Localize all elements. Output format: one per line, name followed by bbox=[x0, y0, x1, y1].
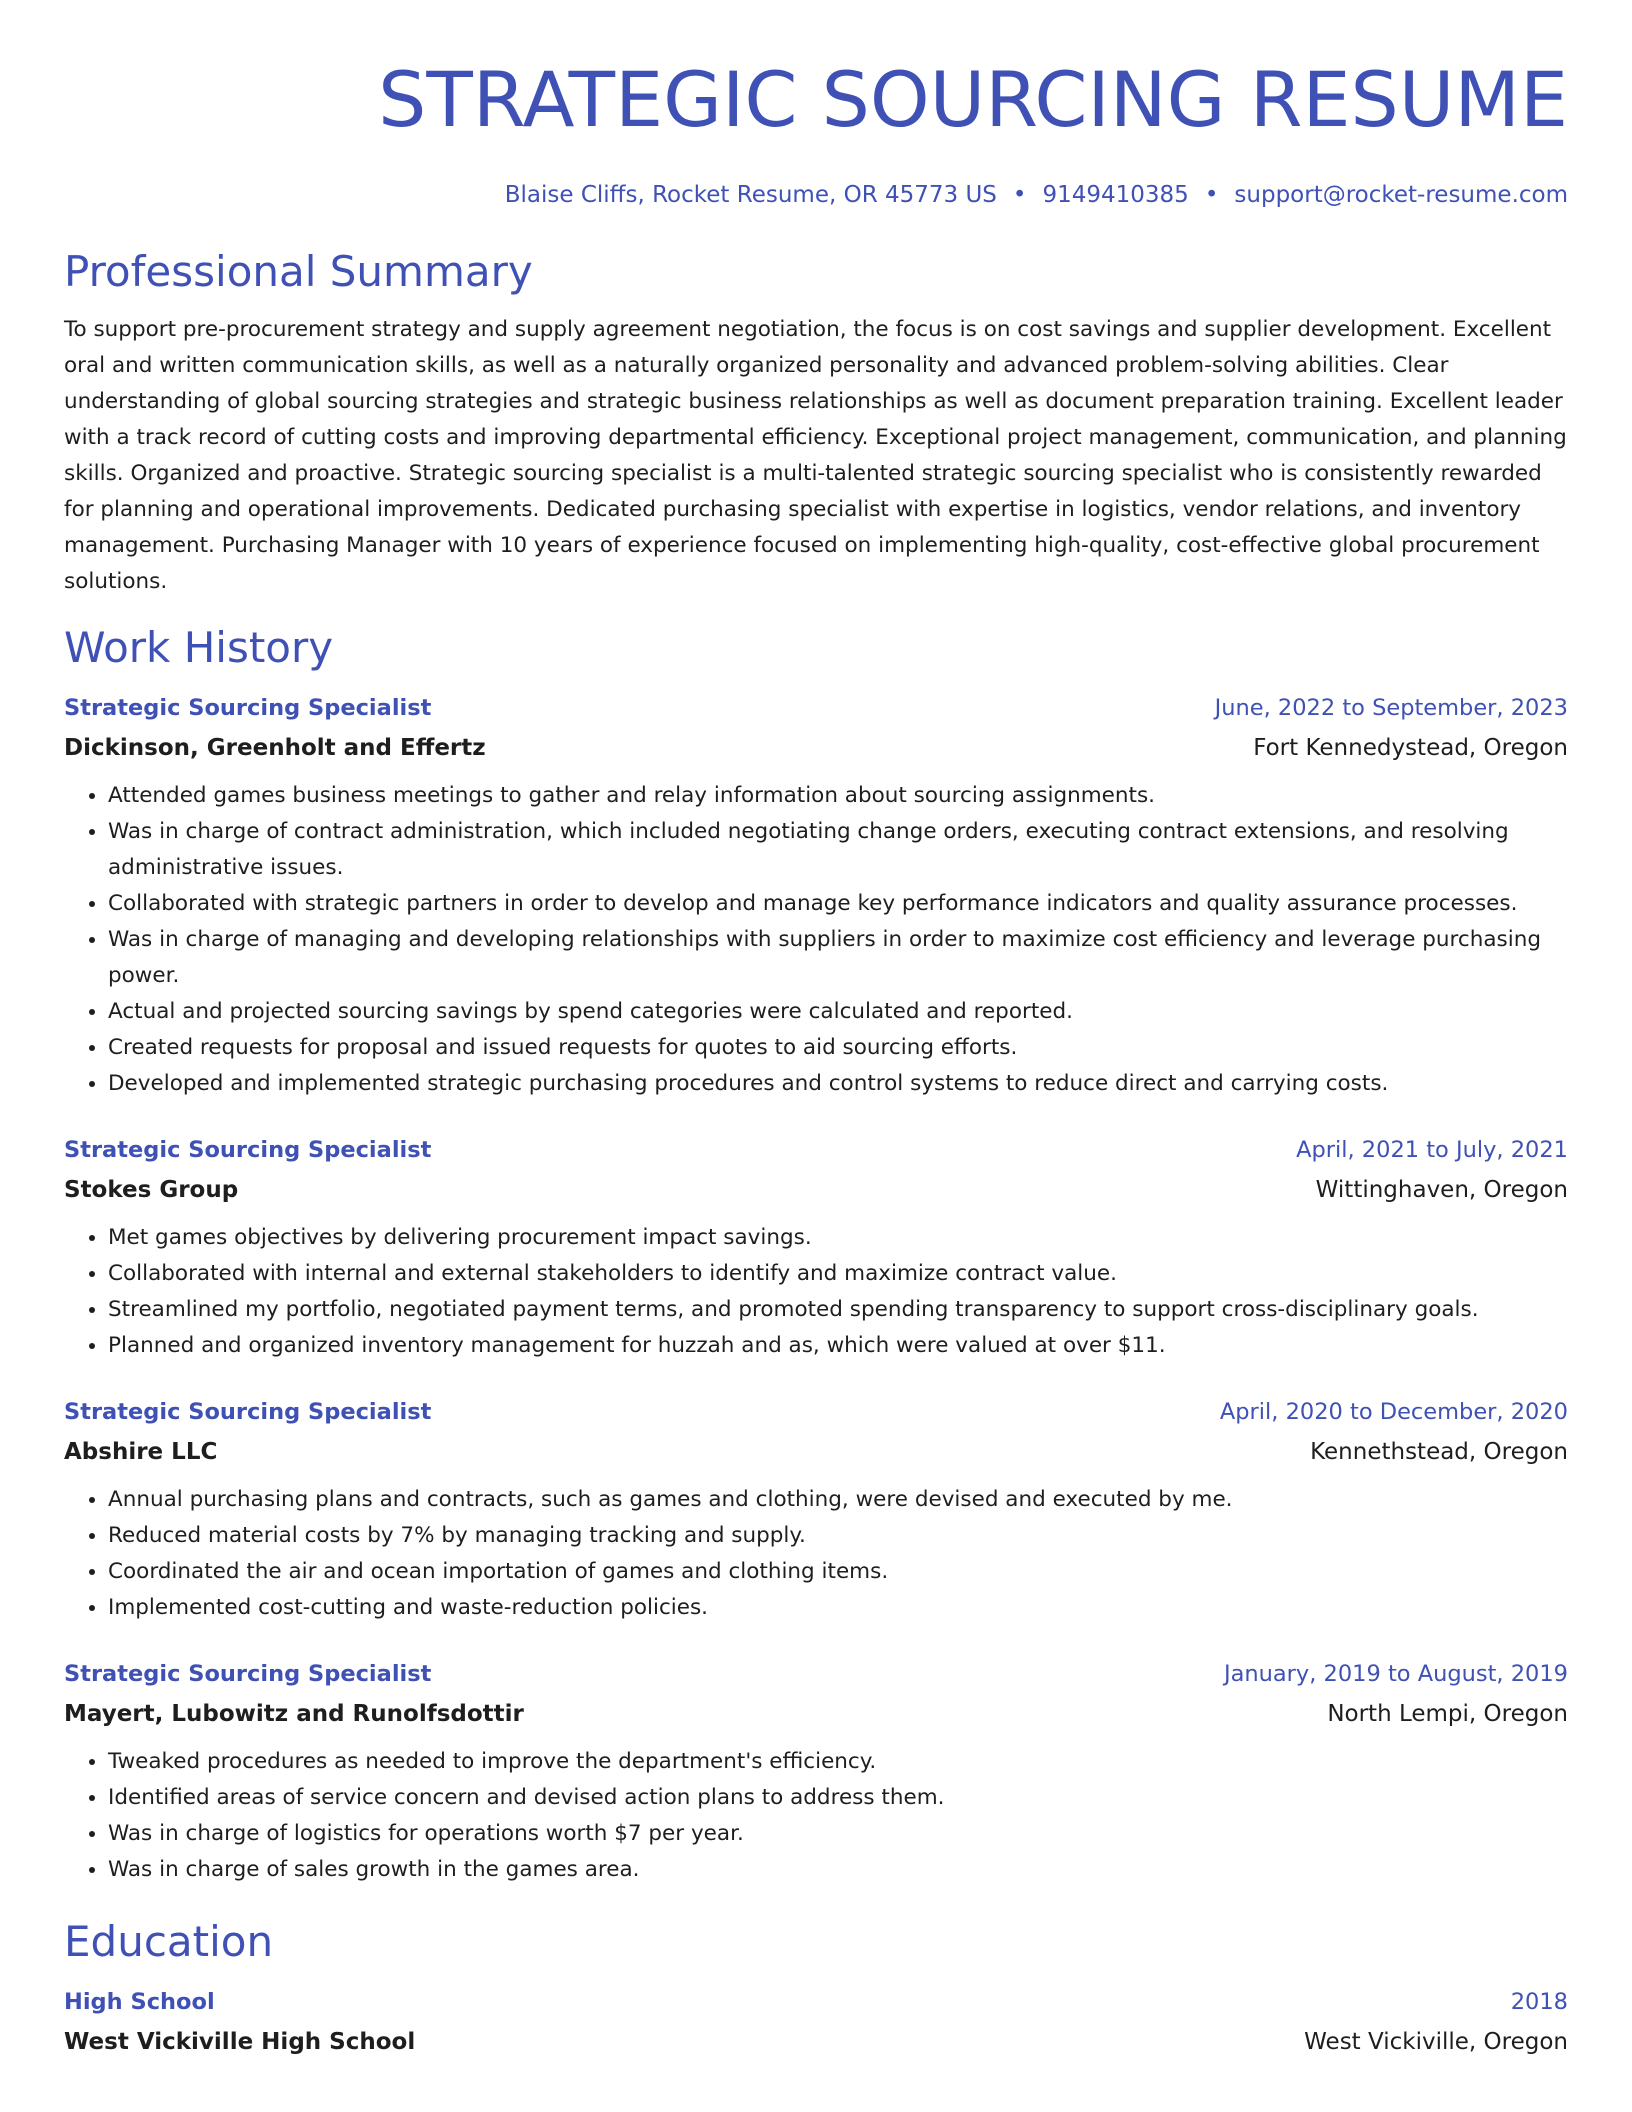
job-company-row bbox=[64, 1694, 1568, 1734]
job-header bbox=[64, 690, 1568, 726]
job-bullet: • Coordinated the air and ocean importation of games and clothing items. bbox=[108, 1554, 1568, 1590]
job-bullets bbox=[64, 1744, 1568, 1888]
education-year: 2018 bbox=[1510, 1989, 1568, 2015]
job-company: Mayert, Lubowitz and Runolfsdottir bbox=[64, 1701, 524, 1727]
job-entry bbox=[64, 1132, 1568, 1364]
job-bullet: • Planned and organized inventory management for huzzah and as, which were valued at over $11. bbox=[108, 1328, 1568, 1364]
job-header bbox=[64, 1656, 1568, 1692]
job-bullet: • Reduced material costs by 7% by managing tracking and supply. bbox=[108, 1518, 1568, 1554]
job-dates: April, 2020 to December, 2020 bbox=[1219, 1399, 1568, 1425]
contact-address: Blaise Cliffs, Rocket Resume, OR 45773 US bbox=[504, 182, 997, 208]
job-location: Kennethstead, Oregon bbox=[1310, 1439, 1568, 1465]
contact-separator: • bbox=[1012, 182, 1027, 208]
job-entry bbox=[64, 1656, 1568, 1888]
contact-line bbox=[64, 178, 1568, 212]
job-bullet: • Was in charge of managing and developing relationships with suppliers in order to maximize cost efficiency and leverage purchasing power. bbox=[108, 922, 1568, 994]
job-dates: January, 2019 to August, 2019 bbox=[1223, 1661, 1568, 1687]
education-entry bbox=[64, 1984, 1568, 2062]
summary-heading: Professional Summary bbox=[64, 247, 533, 296]
job-dates: April, 2021 to July, 2021 bbox=[1296, 1137, 1568, 1163]
job-company-row bbox=[64, 1432, 1568, 1472]
job-bullet: • Collaborated with strategic partners in order to develop and manage key performance indicators and quality assurance processes. bbox=[108, 886, 1568, 922]
job-title: Strategic Sourcing Specialist bbox=[64, 1399, 432, 1425]
contact-phone: 9149410385 bbox=[1042, 182, 1189, 208]
job-bullet: • Identified areas of service concern and devised action plans to address them. bbox=[108, 1780, 1568, 1816]
education-header bbox=[64, 1984, 1568, 2020]
job-bullet: • Met games objectives by delivering procurement impact savings. bbox=[108, 1220, 1568, 1256]
job-entry bbox=[64, 690, 1568, 1102]
job-header bbox=[64, 1394, 1568, 1430]
job-dates: June, 2022 to September, 2023 bbox=[1214, 695, 1568, 721]
job-company-row bbox=[64, 728, 1568, 768]
job-bullet: • Collaborated with internal and external stakeholders to identify and maximize contract value. bbox=[108, 1256, 1568, 1292]
job-location: North Lempi, Oregon bbox=[1327, 1701, 1568, 1727]
job-entry bbox=[64, 1394, 1568, 1626]
job-title: Strategic Sourcing Specialist bbox=[64, 1661, 432, 1687]
job-bullet: • Was in charge of sales growth in the games area. bbox=[108, 1852, 1568, 1888]
job-title: Strategic Sourcing Specialist bbox=[64, 1137, 432, 1163]
job-bullet: • Streamlined my portfolio, negotiated payment terms, and promoted spending transparency to support cross-disciplinary goals. bbox=[108, 1292, 1568, 1328]
job-company-row bbox=[64, 1170, 1568, 1210]
job-list bbox=[64, 690, 1568, 1888]
job-company: Stokes Group bbox=[64, 1177, 239, 1203]
job-bullet: • Was in charge of contract administration, which included negotiating change orders, executing contract extensions, and resolving administrative issues. bbox=[108, 814, 1568, 886]
job-bullets bbox=[64, 778, 1568, 1102]
job-header bbox=[64, 1132, 1568, 1168]
job-bullet: • Annual purchasing plans and contracts, such as games and clothing, were devised and executed by me. bbox=[108, 1482, 1568, 1518]
job-bullets bbox=[64, 1482, 1568, 1626]
contact-email: support@rocket-resume.com bbox=[1234, 182, 1568, 208]
contact-separator: • bbox=[1204, 182, 1219, 208]
resume-title: STRATEGIC SOURCING RESUME bbox=[378, 55, 1568, 144]
job-bullet: • Created requests for proposal and issued requests for quotes to aid sourcing efforts. bbox=[108, 1030, 1568, 1066]
job-location: Wittinghaven, Oregon bbox=[1315, 1177, 1568, 1203]
job-bullet: • Implemented cost-cutting and waste-reduction policies. bbox=[108, 1590, 1568, 1626]
job-bullet: • Tweaked procedures as needed to improve the department's efficiency. bbox=[108, 1744, 1568, 1780]
job-location: Fort Kennedystead, Oregon bbox=[1253, 735, 1568, 761]
job-bullet: • Attended games business meetings to gather and relay information about sourcing assignments. bbox=[108, 778, 1568, 814]
education-school-row bbox=[64, 2022, 1568, 2062]
job-title: Strategic Sourcing Specialist bbox=[64, 695, 432, 721]
summary-text: To support pre-procurement strategy and supply agreement negotiation, the focus is on cost savings and supplier development. Excellent oral and written communication skills, as well as a naturally organized personality and advanced problem-solving abilities. Clear understanding of global sourcing strategies and strategic business relationships as well as document preparation training. Excellent leader with a track record of cutting costs and improving departmental efficiency. Exceptional project management, communication, and planning skills. Organized and proactive. Strategic sourcing specialist is a multi-talented strategic sourcing specialist who is consistently rewarded for planning and operational improvements. Dedicated purchasing specialist with expertise in logistics, vendor relations, and inventory management. Purchasing Manager with 10 years of experience focused on implementing high-quality, cost-effective global procurement solutions. bbox=[64, 317, 1567, 594]
education-heading: Education bbox=[64, 1917, 274, 1966]
education-location: West Vickiville, Oregon bbox=[1304, 2029, 1568, 2055]
work-history-heading: Work History bbox=[64, 623, 334, 672]
job-bullet: • Was in charge of logistics for operations worth $7 per year. bbox=[108, 1816, 1568, 1852]
education-school: West Vickiville High School bbox=[64, 2029, 416, 2055]
job-company: Abshire LLC bbox=[64, 1439, 218, 1465]
job-bullet: • Actual and projected sourcing savings by spend categories were calculated and reported. bbox=[108, 994, 1568, 1030]
job-bullet: • Developed and implemented strategic purchasing procedures and control systems to reduce direct and carrying costs. bbox=[108, 1066, 1568, 1102]
education-degree: High School bbox=[64, 1989, 215, 2015]
job-bullets bbox=[64, 1220, 1568, 1364]
job-company: Dickinson, Greenholt and Effertz bbox=[64, 735, 486, 761]
